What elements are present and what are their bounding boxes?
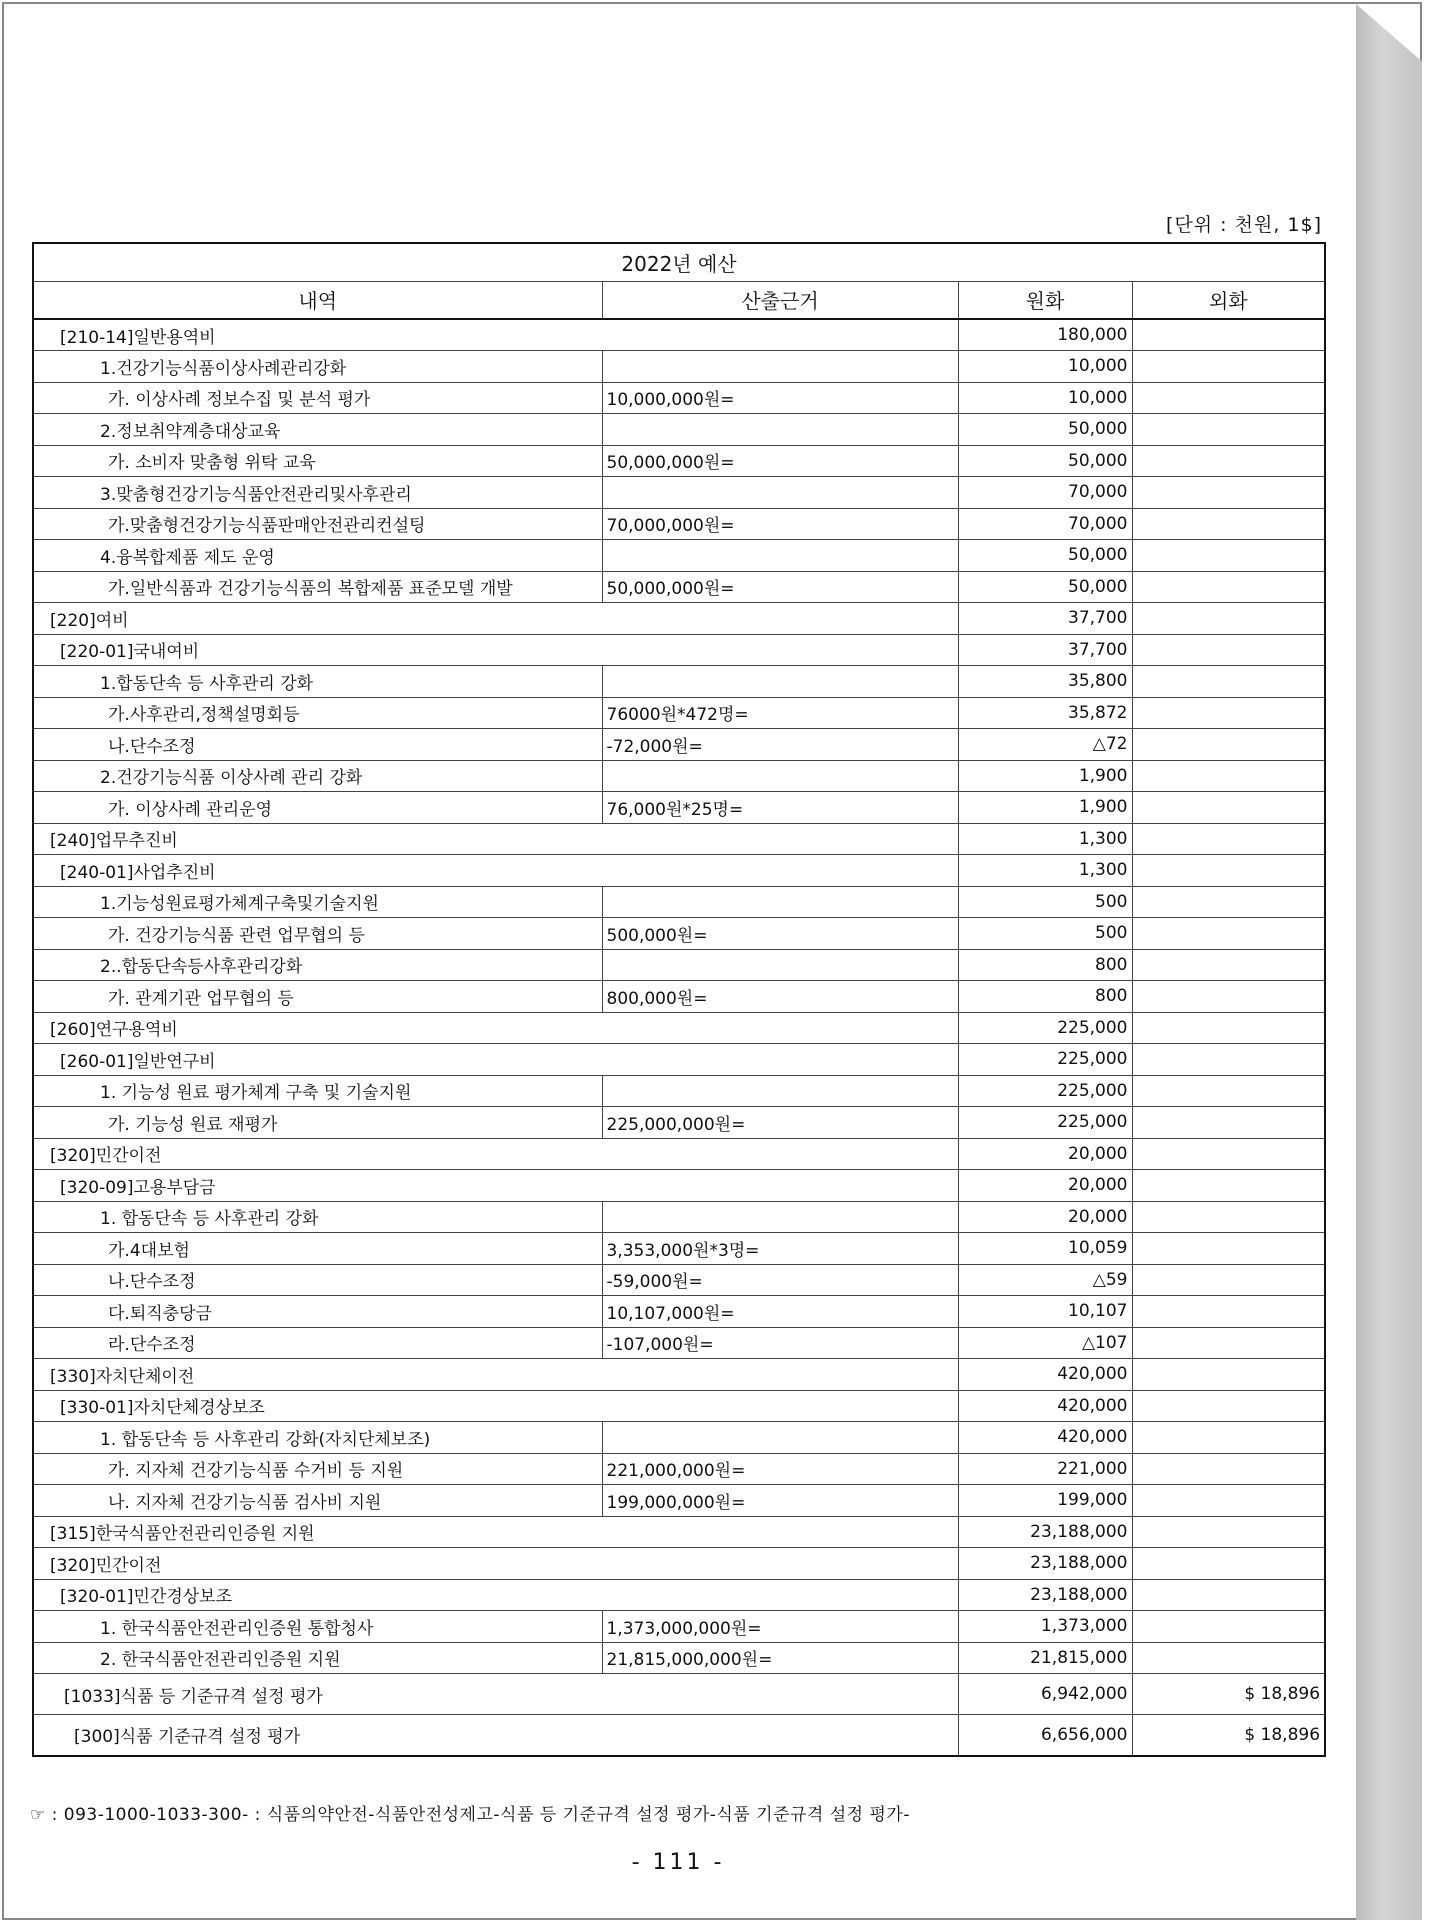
row-description: 4.융복합제품 제도 운영 — [33, 540, 602, 572]
row-fx — [1132, 382, 1325, 414]
row-description: 가. 관계기관 업무협의 등 — [33, 981, 602, 1013]
row-fx — [1132, 855, 1325, 887]
row-basis: 10,107,000원= — [602, 1296, 958, 1328]
row-fx — [1132, 1453, 1325, 1485]
row-krw: 50,000 — [958, 414, 1132, 446]
row-description: 가. 이상사례 관리운영 — [33, 792, 602, 824]
row-krw: △59 — [958, 1264, 1132, 1296]
row-description: [315]한국식품안전관리인증원 지원 — [33, 1516, 958, 1548]
row-krw: 21,815,000 — [958, 1642, 1132, 1674]
row-krw: 50,000 — [958, 445, 1132, 477]
row-fx — [1132, 1548, 1325, 1580]
row-basis: 225,000,000원= — [602, 1107, 958, 1139]
row-krw: 221,000 — [958, 1453, 1132, 1485]
budget-table — [32, 242, 1326, 1757]
table-row — [33, 634, 1325, 666]
table-row — [33, 760, 1325, 792]
row-krw: 420,000 — [958, 1359, 1132, 1391]
row-krw: 6,942,000 — [958, 1674, 1132, 1715]
row-krw: 180,000 — [958, 319, 1132, 351]
table-row — [33, 1579, 1325, 1611]
table-row — [33, 1233, 1325, 1265]
row-description: 라.단수조정 — [33, 1327, 602, 1359]
row-fx — [1132, 886, 1325, 918]
row-description: [220-01]국내여비 — [33, 634, 958, 666]
row-fx — [1132, 1075, 1325, 1107]
row-fx — [1132, 1296, 1325, 1328]
row-basis: 70,000,000원= — [602, 508, 958, 540]
row-description: 1. 한국식품안전관리인증원 통합청사 — [33, 1611, 602, 1643]
table-row — [33, 1422, 1325, 1454]
row-krw: 50,000 — [958, 571, 1132, 603]
unit-note: [단위 : 천원, 1$] — [1166, 214, 1322, 236]
table-row — [33, 1453, 1325, 1485]
row-krw: 70,000 — [958, 477, 1132, 509]
page-edge — [1356, 4, 1422, 1920]
row-krw: 23,188,000 — [958, 1548, 1132, 1580]
table-row — [33, 1611, 1325, 1643]
row-basis: 199,000,000원= — [602, 1485, 958, 1517]
row-fx — [1132, 981, 1325, 1013]
row-description: 나.단수조정 — [33, 1264, 602, 1296]
row-krw: 37,700 — [958, 603, 1132, 635]
row-krw: 6,656,000 — [958, 1715, 1132, 1756]
row-fx — [1132, 1044, 1325, 1076]
row-basis: -107,000원= — [602, 1327, 958, 1359]
row-fx — [1132, 666, 1325, 698]
table-row — [33, 949, 1325, 981]
row-description: 2.정보취약계층대상교육 — [33, 414, 602, 446]
row-description: 1. 합동단속 등 사후관리 강화 — [33, 1201, 602, 1233]
row-description: 2..합동단속등사후관리강화 — [33, 949, 602, 981]
row-fx — [1132, 1516, 1325, 1548]
row-description: 2. 한국식품안전관리인증원 지원 — [33, 1642, 602, 1674]
row-basis — [602, 1422, 958, 1454]
row-description: 가.맞춤형건강기능식품판매안전관리컨설팅 — [33, 508, 602, 540]
row-basis: 221,000,000원= — [602, 1453, 958, 1485]
table-row — [33, 1359, 1325, 1391]
table-row — [33, 1715, 1325, 1756]
row-description: 1.기능성원료평가체계구축및기술지원 — [33, 886, 602, 918]
row-basis: 50,000,000원= — [602, 571, 958, 603]
row-description: 가. 건강기능식품 관련 업무협의 등 — [33, 918, 602, 950]
row-basis — [602, 540, 958, 572]
row-krw: 1,300 — [958, 823, 1132, 855]
row-krw: 1,300 — [958, 855, 1132, 887]
row-description: [1033]식품 등 기준규격 설정 평가 — [33, 1674, 958, 1715]
row-description: 1.합동단속 등 사후관리 강화 — [33, 666, 602, 698]
row-description: [330]자치단체이전 — [33, 1359, 958, 1391]
row-description: 1.건강기능식품이상사례관리강화 — [33, 351, 602, 383]
row-krw: △72 — [958, 729, 1132, 761]
row-krw: 1,900 — [958, 760, 1132, 792]
row-description: 3.맞춤형건강기능식품안전관리및사후관리 — [33, 477, 602, 509]
row-description: 가.4대보험 — [33, 1233, 602, 1265]
row-description: 가. 소비자 맞춤형 위탁 교육 — [33, 445, 602, 477]
header-krw: 원화 — [958, 281, 1132, 319]
row-basis: -59,000원= — [602, 1264, 958, 1296]
table-row — [33, 1138, 1325, 1170]
header-description: 내역 — [33, 281, 602, 319]
row-fx — [1132, 1233, 1325, 1265]
row-description: 1. 기능성 원료 평가체계 구축 및 기술지원 — [33, 1075, 602, 1107]
row-fx — [1132, 1012, 1325, 1044]
row-fx — [1132, 1422, 1325, 1454]
row-description: 가. 지자체 건강기능식품 수거비 등 지원 — [33, 1453, 602, 1485]
row-krw: 20,000 — [958, 1170, 1132, 1202]
table-row — [33, 981, 1325, 1013]
row-basis — [602, 351, 958, 383]
row-basis: 800,000원= — [602, 981, 958, 1013]
table-row — [33, 1642, 1325, 1674]
row-fx — [1132, 477, 1325, 509]
row-description: 가.일반식품과 건강기능식품의 복합제품 표준모델 개발 — [33, 571, 602, 603]
table-row — [33, 445, 1325, 477]
row-description: [320-09]고용부담금 — [33, 1170, 958, 1202]
table-body — [33, 319, 1325, 1756]
row-krw: 225,000 — [958, 1044, 1132, 1076]
row-krw: 500 — [958, 886, 1132, 918]
row-krw: 225,000 — [958, 1012, 1132, 1044]
row-fx — [1132, 1390, 1325, 1422]
row-fx — [1132, 571, 1325, 603]
row-krw: 10,059 — [958, 1233, 1132, 1265]
table-row — [33, 1516, 1325, 1548]
table-row — [33, 855, 1325, 887]
table-row — [33, 729, 1325, 761]
row-krw: 35,872 — [958, 697, 1132, 729]
table-row — [33, 1296, 1325, 1328]
table-row — [33, 792, 1325, 824]
row-basis — [602, 414, 958, 446]
row-fx — [1132, 1170, 1325, 1202]
row-basis: 10,000,000원= — [602, 382, 958, 414]
row-description: [320]민간이전 — [33, 1548, 958, 1580]
row-krw: 50,000 — [958, 540, 1132, 572]
row-fx — [1132, 1327, 1325, 1359]
row-krw: 37,700 — [958, 634, 1132, 666]
row-description: 가. 기능성 원료 재평가 — [33, 1107, 602, 1139]
row-krw: 20,000 — [958, 1138, 1132, 1170]
table-row — [33, 1485, 1325, 1517]
table-row — [33, 319, 1325, 351]
row-basis — [602, 760, 958, 792]
table-row — [33, 508, 1325, 540]
row-description: [260]연구용역비 — [33, 1012, 958, 1044]
table-row — [33, 414, 1325, 446]
row-description: 2.건강기능식품 이상사례 관리 강화 — [33, 760, 602, 792]
row-fx — [1132, 918, 1325, 950]
row-krw: 10,000 — [958, 382, 1132, 414]
row-fx — [1132, 540, 1325, 572]
row-fx — [1132, 351, 1325, 383]
row-fx — [1132, 697, 1325, 729]
row-description: [240-01]사업추진비 — [33, 855, 958, 887]
row-krw: 500 — [958, 918, 1132, 950]
row-krw: 1,900 — [958, 792, 1132, 824]
row-krw: 10,000 — [958, 351, 1132, 383]
row-fx — [1132, 603, 1325, 635]
row-basis: 1,373,000,000원= — [602, 1611, 958, 1643]
row-fx — [1132, 729, 1325, 761]
table-row — [33, 666, 1325, 698]
row-krw: 70,000 — [958, 508, 1132, 540]
row-basis — [602, 666, 958, 698]
table-row — [33, 571, 1325, 603]
row-basis — [602, 949, 958, 981]
table-row — [33, 918, 1325, 950]
row-fx — [1132, 1642, 1325, 1674]
row-basis — [602, 886, 958, 918]
row-description: [260-01]일반연구비 — [33, 1044, 958, 1076]
row-basis — [602, 477, 958, 509]
row-description: [320]민간이전 — [33, 1138, 958, 1170]
table-row — [33, 1264, 1325, 1296]
row-basis: 3,353,000원*3명= — [602, 1233, 958, 1265]
row-fx — [1132, 1485, 1325, 1517]
row-krw: 225,000 — [958, 1107, 1132, 1139]
table-row — [33, 886, 1325, 918]
table-row — [33, 1170, 1325, 1202]
row-krw: 225,000 — [958, 1075, 1132, 1107]
row-fx — [1132, 1611, 1325, 1643]
row-description: 다.퇴직충당금 — [33, 1296, 602, 1328]
row-fx — [1132, 792, 1325, 824]
table-row — [33, 1327, 1325, 1359]
row-description: [330-01]자치단체경상보조 — [33, 1390, 958, 1422]
row-krw: 23,188,000 — [958, 1516, 1132, 1548]
header-fx: 외화 — [1132, 281, 1325, 319]
table-row — [33, 1107, 1325, 1139]
row-basis: 76000원*472명= — [602, 697, 958, 729]
row-fx — [1132, 949, 1325, 981]
row-krw: 23,188,000 — [958, 1579, 1132, 1611]
row-fx: $ 18,896 — [1132, 1715, 1325, 1756]
row-fx — [1132, 508, 1325, 540]
row-basis: 500,000원= — [602, 918, 958, 950]
table-row — [33, 1548, 1325, 1580]
table-row — [33, 1044, 1325, 1076]
table-row — [33, 1012, 1325, 1044]
program-code-footnote: ☞ : 093-1000-1033-300- : 식품의약안전-식품안전성제고-식품 등 기준규격 설정 평가-식품 기준규격 설정 평가- — [30, 1805, 910, 1825]
row-basis: 21,815,000,000원= — [602, 1642, 958, 1674]
row-fx — [1132, 823, 1325, 855]
row-description: 나.단수조정 — [33, 729, 602, 761]
row-description: [210-14]일반용역비 — [33, 319, 958, 351]
row-fx: $ 18,896 — [1132, 1674, 1325, 1715]
table-row — [33, 823, 1325, 855]
row-description: [240]업무추진비 — [33, 823, 958, 855]
row-fx — [1132, 414, 1325, 446]
row-basis: 50,000,000원= — [602, 445, 958, 477]
row-krw: 420,000 — [958, 1422, 1132, 1454]
row-krw: 20,000 — [958, 1201, 1132, 1233]
row-description: 가. 이상사례 정보수집 및 분석 평가 — [33, 382, 602, 414]
row-fx — [1132, 760, 1325, 792]
row-fx — [1132, 1107, 1325, 1139]
table-row — [33, 1201, 1325, 1233]
row-fx — [1132, 634, 1325, 666]
row-description: [220]여비 — [33, 603, 958, 635]
row-krw: 1,373,000 — [958, 1611, 1132, 1643]
page-number: - 111 - — [631, 1850, 725, 1875]
row-krw: 10,107 — [958, 1296, 1132, 1328]
table-row — [33, 1390, 1325, 1422]
row-description: [300]식품 기준규격 설정 평가 — [33, 1715, 958, 1756]
row-description: [320-01]민간경상보조 — [33, 1579, 958, 1611]
row-basis — [602, 1201, 958, 1233]
row-description: 가.사후관리,정책설명회등 — [33, 697, 602, 729]
row-fx — [1132, 1359, 1325, 1391]
row-krw: 800 — [958, 949, 1132, 981]
table-row — [33, 351, 1325, 383]
row-basis: -72,000원= — [602, 729, 958, 761]
row-krw: 800 — [958, 981, 1132, 1013]
row-fx — [1132, 445, 1325, 477]
table-title: 2022년 예산 — [33, 243, 1325, 281]
table-row — [33, 697, 1325, 729]
row-krw: 199,000 — [958, 1485, 1132, 1517]
row-krw: 35,800 — [958, 666, 1132, 698]
table-row — [33, 477, 1325, 509]
table-row — [33, 1075, 1325, 1107]
table-row — [33, 603, 1325, 635]
row-description: 나. 지자체 건강기능식품 검사비 지원 — [33, 1485, 602, 1517]
row-basis — [602, 1075, 958, 1107]
row-krw: △107 — [958, 1327, 1132, 1359]
table-row — [33, 1674, 1325, 1715]
row-fx — [1132, 1579, 1325, 1611]
row-fx — [1132, 319, 1325, 351]
row-krw: 420,000 — [958, 1390, 1132, 1422]
row-basis: 76,000원*25명= — [602, 792, 958, 824]
row-fx — [1132, 1201, 1325, 1233]
row-fx — [1132, 1264, 1325, 1296]
row-fx — [1132, 1138, 1325, 1170]
table-row — [33, 540, 1325, 572]
table-row — [33, 382, 1325, 414]
header-basis: 산출근거 — [602, 281, 958, 319]
row-description: 1. 합동단속 등 사후관리 강화(자치단체보조) — [33, 1422, 602, 1454]
